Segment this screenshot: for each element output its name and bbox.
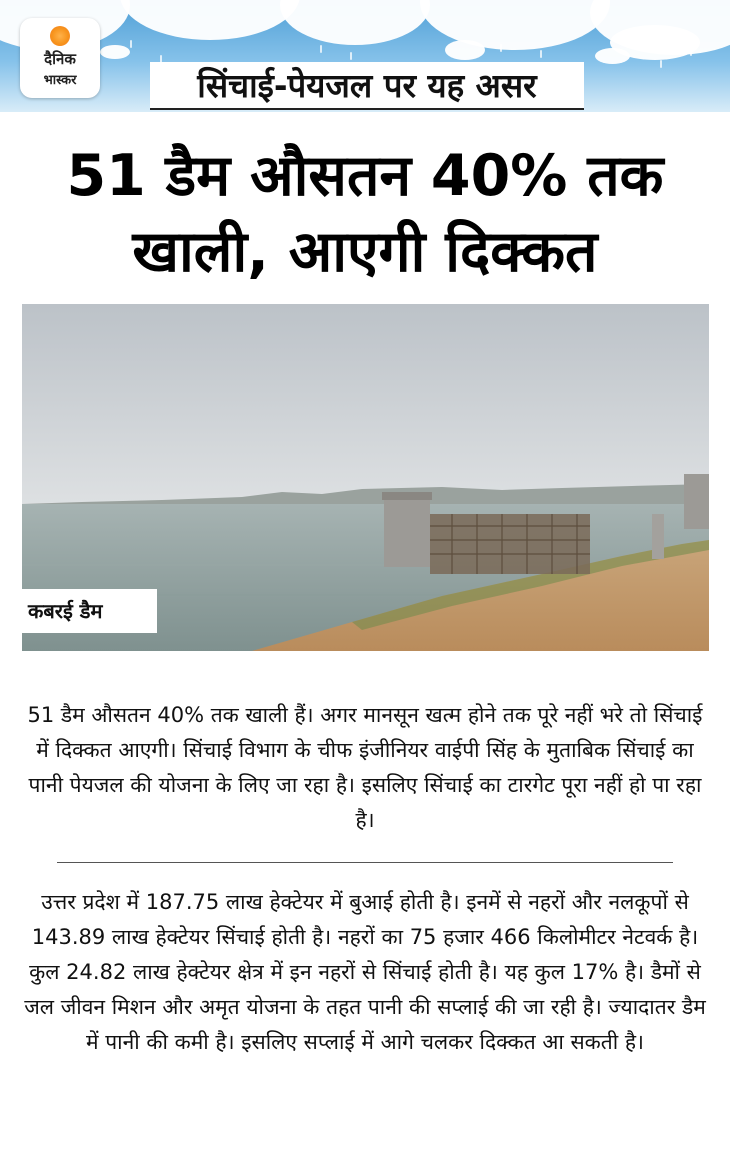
raindrop-decoration <box>130 40 132 48</box>
headline: 51 डैम औसतन 40% तक खाली, आएगी दिक्कत <box>66 143 664 285</box>
brand-logo <box>20 18 100 98</box>
divider <box>57 862 673 863</box>
raindrop-decoration <box>320 45 322 53</box>
body-paragraph: उत्तर प्रदेश में 187.75 लाख हेक्टेयर में बुआई होती है। इनमें से नहरों और नलकूपों से 143.89 लाख हेक्टेयर सिंचाई होती है। नहरों का 75 हजार 466 किलोमीटर नेटवर्क है। कुल 24.82 लाख हेक्टेयर क्षेत्र में इन नहरों से सिंचाई होती है। यह कुल 17% है। डैमों से जल जीवन मिशन और अमृत योजना के तहत पानी की सप्लाई की जा रही है। ज्यादातर डैम में पानी की कमी है। इसलिए सप्लाई में आगे चलकर दिक्कत आ सकती है। <box>24 890 706 1054</box>
raindrop-decoration <box>690 48 692 56</box>
cloud-decoration <box>120 0 300 40</box>
raindrop-decoration <box>540 50 542 58</box>
raindrop-decoration <box>500 44 502 52</box>
kicker-label: सिंचाई-पेयजल पर यह असर <box>150 62 584 110</box>
photo-caption: कबरई डैम <box>22 589 157 633</box>
cloud-decoration <box>420 0 610 50</box>
raindrop-decoration <box>350 52 352 60</box>
brand-name-line1: दैनिक <box>44 50 76 68</box>
raindrop-decoration <box>660 60 662 68</box>
brand-name-line2: भास्कर <box>43 73 77 88</box>
body-paragraph: 51 डैम औसतन 40% तक खाली हैं। अगर मानसून खत्म होने तक पूरे नहीं भरे तो सिंचाई में दिक्कत आएगी। सिंचाई विभाग के चीफ इंजीनियर वाईपी सिंह के मुताबिक सिंचाई का पानी पेयजल की योजना के लिए जा रहा है। इसलिए सिंचाई का टारगेट पूरा नहीं हो पा रहा है। <box>27 703 703 832</box>
cloud-decoration <box>280 0 430 45</box>
cloud-decoration <box>595 48 630 64</box>
cloud-decoration <box>445 40 485 60</box>
sun-icon <box>50 26 70 46</box>
cloud-decoration <box>100 45 130 59</box>
